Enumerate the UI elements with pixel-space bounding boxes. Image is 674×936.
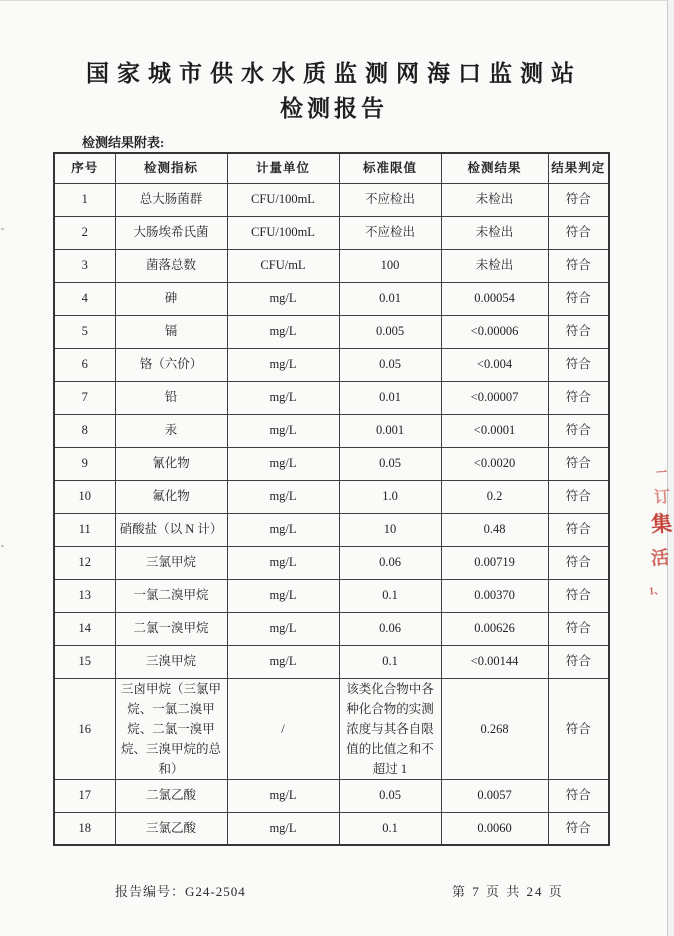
cell-indicator: 三氯乙酸 [115, 812, 227, 845]
cell-seq: 10 [54, 480, 115, 513]
cell-result: <0.00144 [441, 645, 548, 678]
report-number-value: G24-2504 [185, 884, 246, 899]
cell-limit: 100 [339, 249, 441, 282]
cell-judgment: 符合 [548, 779, 609, 812]
table-row [54, 513, 609, 546]
cell-unit: mg/L [227, 513, 339, 546]
page-indicator: 第 7 页 共 24 页 [452, 884, 564, 899]
cell-judgment: 符合 [548, 812, 609, 845]
cell-result: 0.2 [441, 480, 548, 513]
table-row [54, 678, 609, 779]
cell-judgment: 符合 [548, 315, 609, 348]
cell-seq: 8 [54, 414, 115, 447]
cell-seq: 6 [54, 348, 115, 381]
report-number [115, 881, 246, 900]
cell-judgment: 符合 [548, 348, 609, 381]
stamp-fragment: 集 [650, 511, 673, 537]
stamp-fragment: 活 [650, 547, 670, 569]
cell-indicator: 镉 [115, 315, 227, 348]
cell-unit: mg/L [227, 779, 339, 812]
results-table-body [54, 183, 609, 845]
col-header-seq: 序号 [54, 153, 115, 183]
cell-result: 0.00719 [441, 546, 548, 579]
cell-indicator: 菌落总数 [115, 249, 227, 282]
cell-result: 0.268 [441, 678, 548, 779]
cell-result: 0.00054 [441, 282, 548, 315]
cell-unit: mg/L [227, 480, 339, 513]
cell-seq: 17 [54, 779, 115, 812]
col-header-unit: 计量单位 [227, 153, 339, 183]
cell-unit: CFU/100mL [227, 216, 339, 249]
cell-indicator: 二氯一溴甲烷 [115, 612, 227, 645]
cell-judgment: 符合 [548, 249, 609, 282]
stamp-fragment: 一 [655, 466, 668, 480]
cell-seq: 12 [54, 546, 115, 579]
cell-judgment: 符合 [548, 645, 609, 678]
table-row [54, 645, 609, 678]
results-table [53, 152, 610, 846]
cell-indicator: 氰化物 [115, 447, 227, 480]
table-row [54, 282, 609, 315]
table-row [54, 546, 609, 579]
cell-indicator: 铬（六价） [115, 348, 227, 381]
cell-judgment: 符合 [548, 282, 609, 315]
cell-judgment: 符合 [548, 216, 609, 249]
cell-limit: 0.06 [339, 546, 441, 579]
table-row [54, 447, 609, 480]
cell-result: <0.00006 [441, 315, 548, 348]
cell-limit: 0.06 [339, 612, 441, 645]
cell-result: 0.00626 [441, 612, 548, 645]
cell-limit: 10 [339, 513, 441, 546]
cell-seq: 7 [54, 381, 115, 414]
table-row [54, 480, 609, 513]
cell-seq: 1 [54, 183, 115, 216]
col-header-limit: 标准限值 [339, 153, 441, 183]
cell-indicator: 三卤甲烷（三氯甲 烷、一氯二溴甲 烷、二氯一溴甲 烷、三溴甲烷的总 和） [115, 678, 227, 779]
stamp-fragment: 订 [653, 488, 671, 507]
cell-unit: mg/L [227, 546, 339, 579]
cell-limit: 0.05 [339, 348, 441, 381]
cell-judgment: 符合 [548, 480, 609, 513]
cell-limit: 不应检出 [339, 183, 441, 216]
cell-indicator: 汞 [115, 414, 227, 447]
cell-unit: mg/L [227, 381, 339, 414]
cell-result: 0.00370 [441, 579, 548, 612]
table-row [54, 315, 609, 348]
cell-result: 0.0057 [441, 779, 548, 812]
cell-indicator: 二氯乙酸 [115, 779, 227, 812]
table-row [54, 381, 609, 414]
cell-judgment: 符合 [548, 579, 609, 612]
cell-unit: / [227, 678, 339, 779]
cell-indicator: 一氯二溴甲烷 [115, 579, 227, 612]
cell-unit: CFU/100mL [227, 183, 339, 216]
scan-speck [1, 228, 4, 230]
cell-seq: 11 [54, 513, 115, 546]
cell-seq: 15 [54, 645, 115, 678]
cell-unit: mg/L [227, 348, 339, 381]
cell-unit: mg/L [227, 282, 339, 315]
cell-limit: 0.005 [339, 315, 441, 348]
cell-judgment: 符合 [548, 183, 609, 216]
cell-judgment: 符合 [548, 612, 609, 645]
cell-limit: 0.1 [339, 812, 441, 845]
report-title-line2: 检测报告 [280, 96, 388, 121]
cell-result: <0.0001 [441, 414, 548, 447]
col-header-indicator: 检测指标 [115, 153, 227, 183]
scan-page-edge [667, 0, 674, 936]
cell-result: 0.0060 [441, 812, 548, 845]
table-row [54, 812, 609, 845]
cell-indicator: 硝酸盐（以 N 计） [115, 513, 227, 546]
cell-seq: 18 [54, 812, 115, 845]
cell-judgment: 符合 [548, 678, 609, 779]
table-row [54, 579, 609, 612]
cell-limit: 0.001 [339, 414, 441, 447]
table-row [54, 414, 609, 447]
cell-result: 未检出 [441, 216, 548, 249]
cell-seq: 13 [54, 579, 115, 612]
cell-seq: 14 [54, 612, 115, 645]
cell-limit: 1.0 [339, 480, 441, 513]
table-header-row [54, 153, 609, 183]
cell-indicator: 三溴甲烷 [115, 645, 227, 678]
scan-speck [1, 545, 4, 547]
cell-seq: 4 [54, 282, 115, 315]
cell-judgment: 符合 [548, 546, 609, 579]
cell-limit: 不应检出 [339, 216, 441, 249]
cell-result: 未检出 [441, 249, 548, 282]
cell-unit: CFU/mL [227, 249, 339, 282]
table-row [54, 216, 609, 249]
cell-seq: 2 [54, 216, 115, 249]
cell-result: <0.0020 [441, 447, 548, 480]
cell-judgment: 符合 [548, 414, 609, 447]
cell-judgment: 符合 [548, 447, 609, 480]
cell-limit: 0.01 [339, 282, 441, 315]
cell-limit: 0.1 [339, 579, 441, 612]
cell-indicator: 氟化物 [115, 480, 227, 513]
table-caption: 检测结果附表: [82, 135, 165, 150]
cell-seq: 9 [54, 447, 115, 480]
table-row [54, 249, 609, 282]
cell-result: 未检出 [441, 183, 548, 216]
cell-limit: 0.05 [339, 447, 441, 480]
table-row [54, 612, 609, 645]
cell-seq: 16 [54, 678, 115, 779]
report-title-line1: 国家城市供水水质监测网海口监测站 [86, 61, 582, 86]
cell-result: 0.48 [441, 513, 548, 546]
report-number-label: 报告编号： [115, 884, 186, 899]
cell-indicator: 砷 [115, 282, 227, 315]
cell-unit: mg/L [227, 645, 339, 678]
red-stamp-fragments [646, 460, 673, 610]
cell-unit: mg/L [227, 315, 339, 348]
table-row [54, 779, 609, 812]
cell-judgment: 符合 [548, 513, 609, 546]
cell-judgment: 符合 [548, 381, 609, 414]
cell-seq: 5 [54, 315, 115, 348]
cell-unit: mg/L [227, 414, 339, 447]
cell-unit: mg/L [227, 579, 339, 612]
cell-limit: 0.05 [339, 779, 441, 812]
cell-unit: mg/L [227, 612, 339, 645]
cell-unit: mg/L [227, 812, 339, 845]
cell-indicator: 总大肠菌群 [115, 183, 227, 216]
table-row [54, 183, 609, 216]
cell-result: <0.004 [441, 348, 548, 381]
cell-unit: mg/L [227, 447, 339, 480]
cell-limit: 0.01 [339, 381, 441, 414]
table-row [54, 348, 609, 381]
col-header-result: 检测结果 [441, 153, 548, 183]
cell-indicator: 铅 [115, 381, 227, 414]
cell-limit: 该类化合物中各 种化合物的实测 浓度与其各自限 值的比值之和不 超过 1 [339, 678, 441, 779]
col-header-judgment: 结果判定 [548, 153, 609, 183]
cell-result: <0.00007 [441, 381, 548, 414]
cell-indicator: 大肠埃希氏菌 [115, 216, 227, 249]
stamp-fragment: 1、 [648, 585, 665, 598]
cell-seq: 3 [54, 249, 115, 282]
cell-indicator: 三氯甲烷 [115, 546, 227, 579]
cell-limit: 0.1 [339, 645, 441, 678]
